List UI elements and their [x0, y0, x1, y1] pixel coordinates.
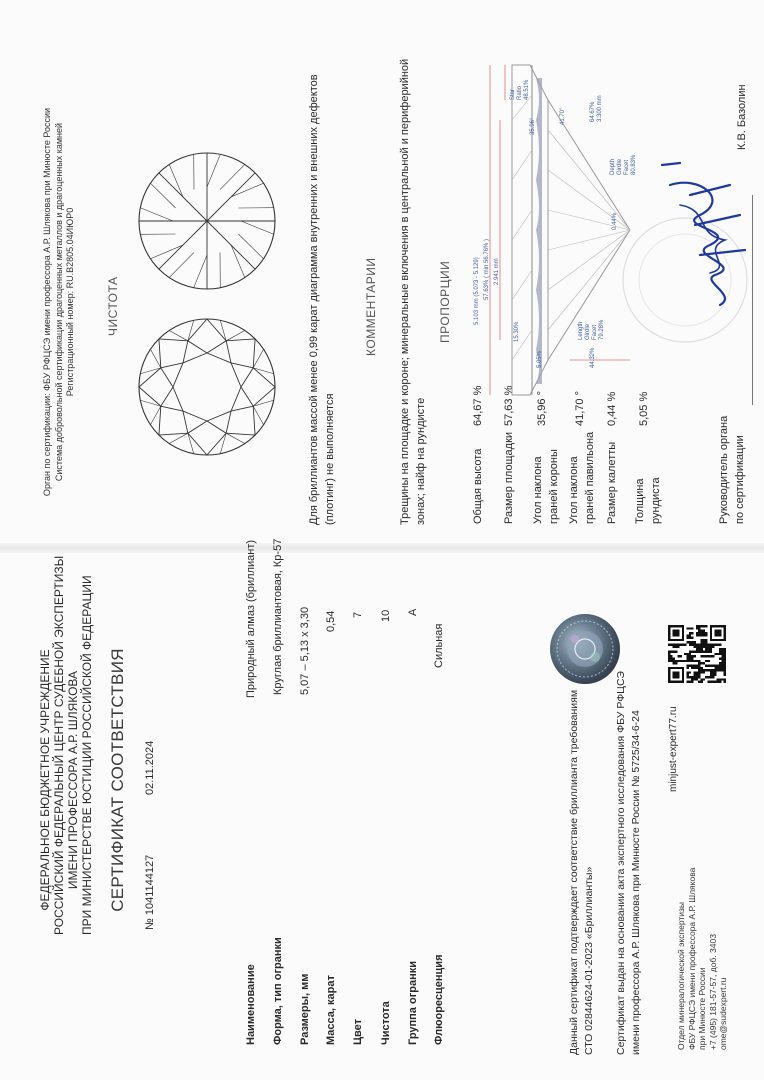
- length-line: Girdle: [585, 323, 591, 340]
- issued-basis-text: [614, 671, 644, 1055]
- contacts-line: ФБУ РФЦСЭ имени профессора А.Р. Шлякова: [686, 867, 697, 1050]
- field-value: Сильная: [433, 623, 445, 668]
- contacts-email[interactable]: ome@sudexpert.ru: [718, 977, 728, 1050]
- culet-label: 0.44%: [612, 212, 618, 230]
- certification-organ: [42, 92, 77, 512]
- pavilion-diagram: [132, 146, 282, 296]
- proportion-label-line: Угол наклона: [568, 456, 580, 524]
- star-line: Ratio: [517, 85, 523, 100]
- qr-code: [668, 625, 726, 683]
- comments-line: Трещины на площадке и короне; минеральные включения в центральной и периферийной: [399, 58, 411, 525]
- length-line: Length: [578, 321, 584, 340]
- proportion-label: [606, 442, 618, 524]
- crown-angle-label: 35.96°: [530, 117, 536, 135]
- proportion-label: [632, 477, 664, 524]
- organ-line: Система добровольной сертификации драгоценных металлов и драгоценных камней: [53, 122, 64, 482]
- contacts-line: +7 (495) 181-57-57, доб. 3403: [707, 934, 718, 1050]
- proportion-value: 35,96 °: [536, 391, 548, 426]
- field-label: Масса, карат: [325, 975, 337, 1045]
- proportion-label-line: Размер калетты: [606, 441, 618, 524]
- star-line: Star: [510, 88, 516, 100]
- organ-line: Орган по сертификации: ФБУ РФЦСЭ имени профессора А.Р. Шлякова при Минюсте России: [42, 107, 52, 497]
- proportion-label-line: Размер площадки: [503, 431, 515, 524]
- proportion-label-line: граней короны: [548, 449, 560, 524]
- length-line: 79.28%: [599, 319, 605, 340]
- length-line: Facet: [592, 324, 598, 340]
- field-label: Чистота: [380, 1001, 392, 1045]
- head-label-line: Руководитель органа: [718, 415, 730, 524]
- proportion-value: 5,05 %: [638, 391, 650, 426]
- girdle-band: [536, 78, 542, 384]
- proportion-value: 57,63 %: [503, 385, 515, 426]
- crown-diagram: [132, 312, 282, 462]
- pavilion-angle-label: 41.70°: [560, 107, 566, 125]
- total-depth-line: 3.300 mm: [597, 95, 603, 122]
- contacts-line: Отдел минералогической экспертизы: [676, 901, 686, 1050]
- organ-line: Регистрационный номер: RU.В2805.04ИЮР0: [65, 207, 75, 397]
- proportion-label-line: рундиста: [650, 477, 662, 524]
- girdle-pct-label: 44.32%: [590, 347, 596, 368]
- proportion-label-line: Толщина: [634, 478, 646, 524]
- issued-line: имени профессора А.Р. Шлякова при Минюсте России № 5725/34-6-24: [630, 710, 642, 1055]
- certificate-number: № 1041144127: [144, 854, 156, 930]
- certificate-title: СЕРТИФИКАТ СООТВЕТСТВИЯ: [108, 648, 127, 912]
- conformity-text: [567, 690, 597, 1055]
- hologram-seal: [548, 612, 622, 686]
- field-label: Группа огранки: [407, 960, 419, 1045]
- contacts-line: при Минюсте России: [697, 967, 707, 1050]
- note-line: Для бриллиантов массой менее 0,99 карат диаграмма внутренних и внешних дефектов: [308, 74, 320, 525]
- field-value: А: [407, 608, 419, 616]
- proportion-label-line: Угол наклона: [532, 456, 544, 524]
- header-line: ПРИ МИНИСТЕРСТВЕ ЮСТИЦИИ РОССИЙСКОЙ ФЕДЕРАЦИИ: [80, 575, 94, 935]
- issued-line: Сертификат выдан на основании акта экспертного исследования ФБУ РФЦСЭ: [615, 671, 627, 1055]
- header-line: ФЕДЕРАЛЬНОЕ БЮДЖЕТНОЕ УЧРЕЖДЕНИЕ: [38, 649, 52, 911]
- proportion-label: [566, 432, 598, 524]
- table-size-label: 57.63% ( min 56.76% ): [484, 238, 490, 300]
- field-value: Природный алмаз (бриллиант): [245, 539, 257, 698]
- field-label: Цвет: [352, 1018, 364, 1045]
- diameter-label: 5.103 mm (5.073 - 5.129): [474, 257, 480, 325]
- star-line: 48.51%: [524, 79, 530, 100]
- depth-line: Girdle: [617, 158, 623, 175]
- head-name: К.В. Базолин: [736, 84, 748, 150]
- comments-text: [397, 59, 429, 525]
- depth-line: 80.83%: [631, 154, 637, 175]
- crown-height-label: 15.30%: [514, 321, 520, 342]
- field-value: 7: [352, 611, 364, 618]
- proportion-value: 41,70 °: [574, 391, 586, 426]
- clarity-title: ЧИСТОТА: [106, 276, 120, 336]
- plotting-note: [306, 74, 338, 525]
- total-depth-label: [590, 95, 604, 122]
- field-label: Наименование: [245, 964, 257, 1045]
- proportion-label: [503, 432, 515, 524]
- diamond-outline: [512, 65, 548, 395]
- girdle-left-label: 5.05%: [537, 350, 543, 368]
- proportions-title: ПРОПОРЦИИ: [438, 260, 452, 343]
- note-line: (плотинг) не выполняется: [324, 393, 336, 525]
- proportion-value: 64,67 %: [472, 385, 484, 426]
- proportion-value: 0,44 %: [606, 391, 618, 426]
- header-line: ИМЕНИ ПРОФЕССОРА А.Р. ШЛЯКОВА: [66, 670, 80, 890]
- head-label: [716, 416, 748, 524]
- star-label: [510, 80, 531, 100]
- conformity-line: Данный сертификат подтверждает соответствие бриллианта требованиям: [568, 689, 580, 1055]
- certificate-date: 02.11.2024: [144, 740, 156, 795]
- conformity-line: СТО 02844624-01-2023 «Бриллианты»: [583, 866, 595, 1055]
- field-label: Флюоресценция: [433, 954, 445, 1045]
- contacts-block: [676, 868, 729, 1050]
- field-label: Размеры, мм: [299, 973, 311, 1045]
- field-value: Круглая бриллиантовая, Кр-57: [272, 538, 284, 695]
- head-label-line: по сертификации: [734, 435, 746, 524]
- length-block: [578, 320, 606, 340]
- website-link[interactable]: minjust-expert77.ru: [668, 706, 679, 792]
- proportion-label-line: Общая высота: [472, 448, 484, 524]
- proportion-label: [530, 449, 562, 524]
- issuer-header: [38, 555, 94, 935]
- proportion-label: [472, 449, 484, 524]
- comments-title: КОММЕНТАРИИ: [364, 257, 378, 356]
- field-value: 5,07 – 5,13 х 3,30: [299, 606, 311, 695]
- header-line: РОССИЙСКИЙ ФЕДЕРАЛЬНЫЙ ЦЕНТР СУДЕБНОЙ ЭКСПЕРТИЗЫ: [52, 555, 66, 935]
- table-mm-label: 2.941 mm: [494, 258, 500, 285]
- depth-block: [610, 155, 638, 175]
- proportion-label-line: граней павильона: [584, 431, 596, 524]
- depth-line: Facet: [624, 159, 630, 175]
- field-value: 0,54: [325, 610, 337, 632]
- field-label: Форма, тип огранки: [272, 937, 284, 1045]
- field-value: 10: [380, 609, 392, 622]
- comments-line: зонах; найф на рундисте: [415, 397, 427, 525]
- handwritten-signature: [640, 155, 760, 315]
- page-fold: [0, 543, 764, 553]
- total-depth-line: 64.67%: [590, 101, 596, 122]
- depth-line: Depth: [610, 158, 616, 175]
